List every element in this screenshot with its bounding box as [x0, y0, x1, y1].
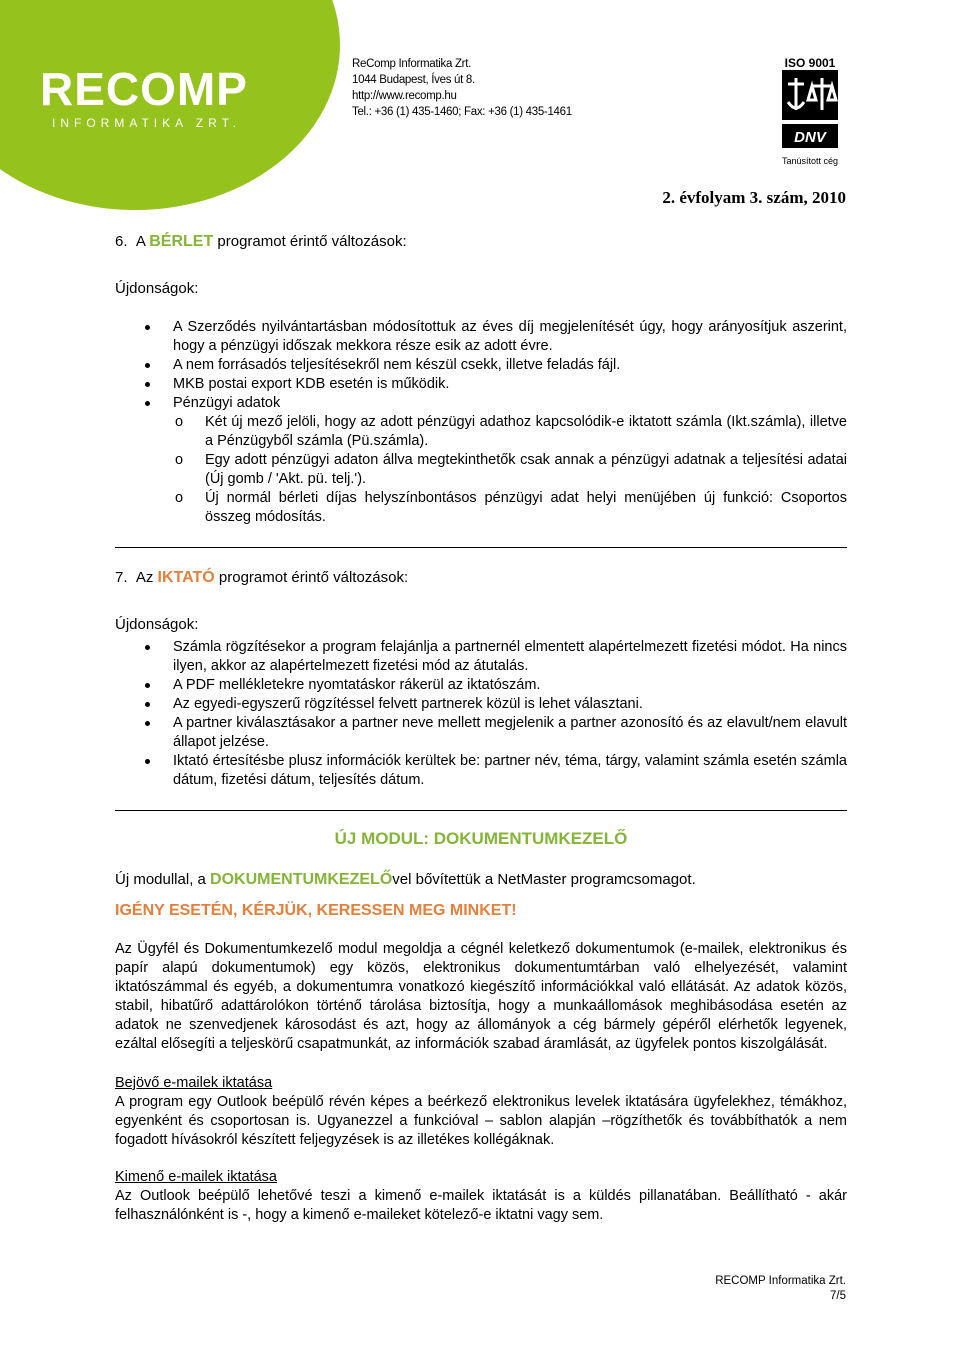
- company-website[interactable]: http://www.recomp.hu: [352, 90, 457, 102]
- section-7-label: Újdonságok:: [115, 616, 199, 633]
- incoming-text: A program egy Outlook beépülő révén képes a beérkező elektronikus levelek iktatására ügyfelekhez, témákhoz, egyenként és csoportosan is. Ugyanezzel a funkcióval – sablon alapján –rögzíthetők és továbbíthatók a nem fogadott hívásokról készített feljegyzések is az illetékes kollégáknak.: [115, 1094, 847, 1148]
- list-item: A PDF mellékletekre nyomtatáskor rákerül az iktatószám.: [173, 676, 847, 695]
- module-cta: IGÉNY ESETÉN, KÉRJÜK, KERESSEN MEG MINKET!: [115, 902, 517, 919]
- list-item: Számla rögzítésekor a program felajánlja a partnernél elmentett alapértelmezett fizetési módot. Ha nincs ilyen, akkor az alapértelmezett fizetési mód az átutalás.: [173, 639, 847, 674]
- sub-list-item: o Két új mező jelöli, hogy az adott pénzügyi adathoz kapcsolódik-e iktatott számla (Ikt.számla), illetve a Pénzügyből számla (Pü.számla).: [205, 413, 847, 451]
- divider: [115, 810, 847, 811]
- incoming-title: Bejövő e-mailek iktatása: [115, 1075, 273, 1091]
- iso-subtitle: Tanúsított cég: [781, 156, 839, 166]
- section-6-list: [115, 318, 847, 527]
- list-item: A Szerződés nyilvántartásban módosítottuk az éves díj megjelenítését úgy, hogy arányosítjuk aszerint, hogy a pénzügyi időszak mekkora része esik az adott évre.: [173, 319, 847, 354]
- list-item: A nem forrásadós teljesítésekről nem készül csekk, illetve feladás fájl.: [173, 356, 847, 375]
- main-content: [115, 232, 847, 1225]
- module-title: ÚJ MODUL: DOKUMENTUMKEZELŐ: [334, 829, 628, 848]
- list-item: Pénzügyi adatok o Két új mező jelöli, hogy az adott pénzügyi adathoz kapcsolódik-e iktatott számla (Ikt.számla), illetve a Pénzügyből számla (Pü.számla). o Egy adott pénzügyi adaton állva megtekinthetők csak annak a pénzügyi adatnak a teljesítési adatai (Új gomb / 'Akt. pü. telj.'). o Új normál bérleti díjas helyszínbontásos pénzügyi adat helyi menüjében új funkció: Csoportos összeg módosítás.: [173, 394, 847, 527]
- iso-title: ISO 9001: [784, 56, 836, 70]
- page-footer: [715, 1274, 846, 1304]
- sub-list-item: o Egy adott pénzügyi adaton állva megtekinthetők csak annak a pénzügyi adatnak a teljesítési adatai (Új gomb / 'Akt. pü. telj.').: [205, 451, 847, 489]
- outgoing-text: Az Outlook beépülő lehetővé teszi a kimenő e-mailek iktatását is a küldés pillanatában. Beállítható - akár felhasználónként is -, hogy a kimenő e-maileket kötelező-e iktatni vagy sem.: [115, 1188, 847, 1223]
- iso-certification: [780, 56, 840, 166]
- section-7-heading: 7. Az IKTATÓ programot érintő változások:: [115, 569, 409, 586]
- company-info: [352, 56, 572, 120]
- page-number: 7/5: [830, 1290, 846, 1302]
- list-item: Iktató értesítésbe plusz információk kerültek be: partner név, téma, tárgy, valamint számla esetén számla dátum, fizetési dátum, teljesítés dátum.: [173, 753, 847, 788]
- section-6-label: Újdonságok:: [115, 280, 199, 297]
- company-address: 1044 Budapest, Íves út 8.: [352, 74, 475, 86]
- company-logo-subtitle: INFORMATIKA ZRT.: [52, 116, 241, 130]
- dnv-label: DNV: [794, 129, 826, 146]
- dnv-seal-icon: [782, 70, 838, 150]
- company-phone: Tel.: +36 (1) 435-1460; Fax: +36 (1) 435-1461: [352, 106, 572, 118]
- section-6-heading: 6. A BÉRLET programot érintő változások:: [115, 233, 407, 250]
- section-6-keyword: BÉRLET: [149, 233, 214, 250]
- company-name: ReComp Informatika Zrt.: [352, 58, 471, 70]
- footer-company: RECOMP Informatika Zrt.: [715, 1275, 846, 1287]
- module-keyword: DOKUMENTUMKEZELŐ: [210, 871, 393, 888]
- list-item: A partner kiválasztásakor a partner neve mellett megjelenik a partner azonosító és az elavult/nem elavult állapot jelzése.: [173, 715, 847, 750]
- section-7-keyword: IKTATÓ: [157, 569, 215, 586]
- sub-list: [173, 413, 847, 527]
- edition-info: 2. évfolyam 3. szám, 2010: [662, 188, 846, 207]
- section-7-list: [115, 638, 847, 790]
- sub-list-item: o Új normál bérleti díjas helyszínbontásos pénzügyi adat helyi menüjében új funkció: Csoportos összeg módosítás.: [205, 489, 847, 527]
- list-item: MKB postai export KDB esetén is működik.: [173, 375, 847, 394]
- module-intro: Új modullal, a DOKUMENTUMKEZELŐvel bővítettük a NetMaster programcsomagot.: [115, 871, 696, 888]
- company-logo: RECOMP: [40, 63, 248, 115]
- outgoing-title: Kimenő e-mailek iktatása: [115, 1169, 277, 1185]
- module-paragraph: Az Ügyfél és Dokumentumkezelő modul megoldja a cégnél keletkező dokumentumok (e-mailek, elektronikus és papír alapú dokumentumok) egy közös, elektronikus dokumentumtárban való elhelyezését, valamint iktatószámmal és egyéb, a dokumentumra vonatkozó kiegészítő információkkal való ellátását. Az adatok közös, stabil, hibatűrő adattárolókon történő tárolása biztosítja, hogy a munkaállomások meghibásodása esetén az adatok ne szenvedjenek károsodást és azt, hogy az állományok a cég bármely gépéről elérhetők legyenek, ezáltal elősegíti a teljeskörű csapatmunkát, az információk szabad áramlását, az ügyfelek pontos kiszolgálását.: [115, 941, 847, 1052]
- list-item: Az egyedi-egyszerű rögzítéssel felvett partnerek közül is lehet választani.: [173, 695, 847, 714]
- divider: [115, 547, 847, 548]
